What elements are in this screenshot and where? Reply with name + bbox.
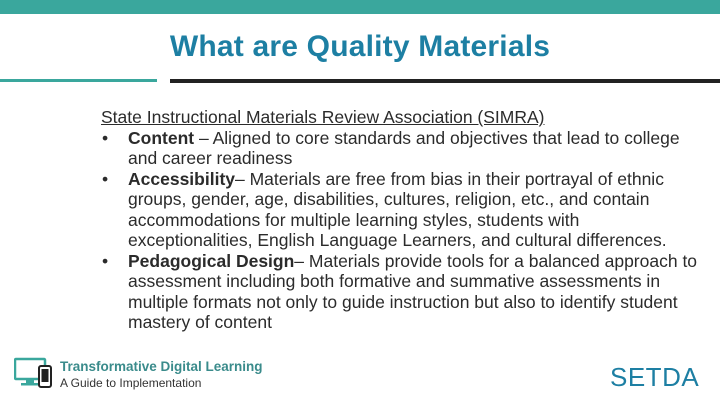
bullet-text: – Aligned to core standards and objectives that lead to college and career readiness [128,127,680,168]
bullet-item-accessibility [101,169,701,251]
brand-title: Transformative Digital Learning [60,359,263,374]
setda-logo-text: SETDA [610,362,700,392]
slide-title: What are Quality Materials [169,30,551,63]
bullet-glyph: • [102,250,109,271]
top-accent-bar [0,0,720,14]
bullet-glyph: • [102,168,109,189]
bullet-item-content [101,128,701,169]
brand-subtitle: A Guide to Implementation [60,376,202,390]
bullet-term: Accessibility [128,168,235,189]
computer-tablet-icon [14,357,54,389]
bullet-term: Pedagogical Design [128,250,295,271]
section-heading: State Instructional Materials Review Association (SIMRA) [101,107,545,127]
bullet-glyph: • [102,127,109,148]
bullet-text: – Materials are free from bias in their portrayal of ethnic groups, gender, age, disabilities, cultures, religion, etc., and contain accommodations for multiple learning styles, students with exceptionalities, English Language Learners, and cultural differences. [128,168,667,250]
title-rule-dark [170,79,720,83]
bullet-term: Content [128,127,195,148]
bullet-list [101,128,701,333]
setda-logo [610,362,710,392]
footer-brand [14,355,274,395]
bullet-text: – Materials provide tools for a balanced approach to assessment including both formative and summative assessments in multiple formats not only to guide instruction but also to identify student mastery of content [128,250,698,332]
slide-content [101,107,701,333]
title-rule-teal [0,79,157,82]
bullet-item-pedagogical-design [101,251,701,333]
